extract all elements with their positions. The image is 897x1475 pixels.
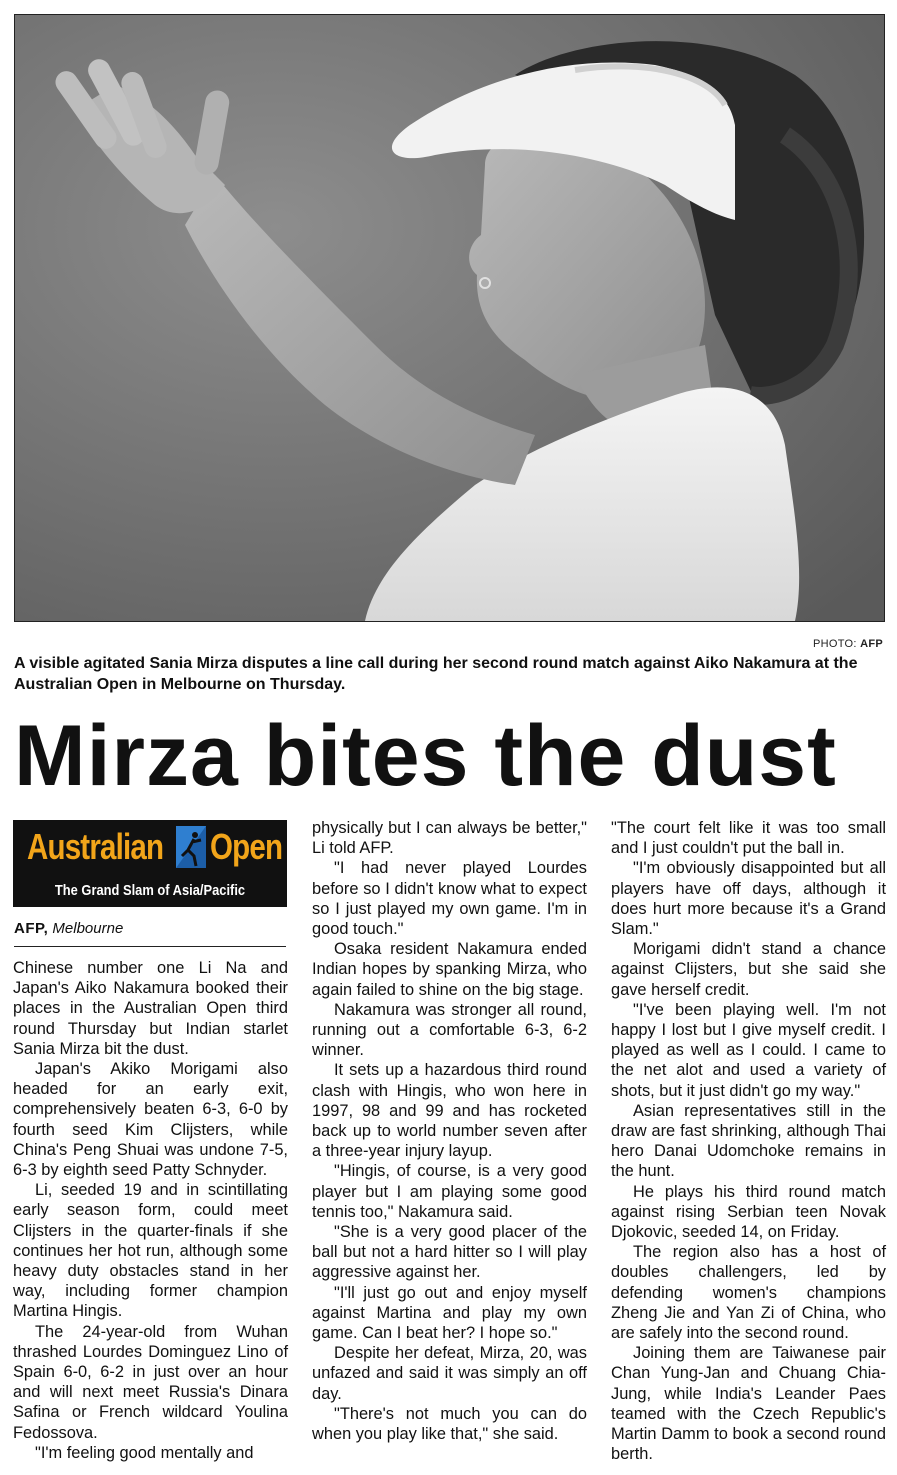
paragraph: "I've been playing well. I'm not happy I lost but I give myself credit. I played as well as I could. I came to the net alot and used a variety of shots, but it just didn't go my way." — [611, 1000, 886, 1100]
paragraph: It sets up a hazardous third round clash with Hingis, who won here in 1997, 98 and 99 and has rocketed back up to world number seven after a three-year injury layup. — [312, 1061, 587, 1161]
paragraph: Li, seeded 19 and in scintillating early season form, could meet Clijsters in the quarter-finals if she continues her hot run, although some heavy duty obstacles stand in her way, including former champion Martina Hingis. — [13, 1181, 288, 1321]
paragraph: "There's not much you can do when you play like that," she said. — [312, 1404, 587, 1444]
paragraph: "I had never played Lourdes before so I didn't know what to expect so I just played my own game. I'm in good touch." — [312, 859, 587, 939]
paragraph: Nakamura was stronger all round, running out a comfortable 6-3, 6-2 winner. — [312, 1000, 587, 1060]
article-column-1 — [13, 958, 288, 1463]
logo-word-australian: Australian — [27, 826, 164, 867]
paragraph: "I'm feeling good mentally and — [35, 1443, 254, 1462]
australian-open-logo — [13, 820, 287, 907]
paragraph: Despite her defeat, Mirza, 20, was unfazed and said it was simply an off day. — [312, 1344, 587, 1403]
article-column-2 — [312, 818, 587, 1444]
photo-credit — [813, 638, 883, 650]
paragraph: He plays his third round match against rising Serbian teen Novak Djokovic, seeded 14, on Friday. — [611, 1182, 886, 1242]
paragraph: "The court felt like it was too small and I just couldn't put the ball in. — [611, 819, 886, 858]
player-photo-illustration — [15, 15, 884, 621]
paragraph: Osaka resident Nakamura ended Indian hopes by spanking Mirza, who again failed to shine on the big stage. — [312, 940, 587, 999]
article-column-3 — [611, 818, 886, 1465]
paragraph: physically but I can always be better," Li told AFP. — [312, 819, 587, 858]
paragraph: Joining them are Taiwanese pair Chan Yung-Jan and Chuang Chia-Jung, while India's Leander Paes teamed with the Czech Republic's Martin Damm to book a second round berth. — [611, 1344, 886, 1464]
paragraph: Asian representatives still in the draw are fast shrinking, although Thai hero Danai Udomchoke remains in the hunt. — [611, 1101, 886, 1181]
byline-agency: AFP, — [14, 920, 49, 937]
logo-tagline: The Grand Slam of Asia/Pacific — [54, 882, 246, 899]
paragraph: Japan's Akiko Morigami also headed for an early exit, comprehensively beaten 6-3, 6-0 by fourth seed Kim Clijsters, while China's Peng Shuai was undone 7-5, 6-3 by eighth seed Patty Schnyder. — [13, 1060, 288, 1180]
paragraph: Chinese number one Li Na and Japan's Aiko Nakamura booked their places in the Australian Open third round Thursday but Indian starlet Sania Mirza bit the dust. — [13, 959, 288, 1058]
paragraph: "I'll just go out and enjoy myself against Martina and play my own game. Can I beat her? I hope so." — [312, 1283, 587, 1343]
paragraph: The region also has a host of doubles challengers, led by defending women's champions Zheng Jie and Yan Zi of China, who are safely into the second round. — [611, 1243, 886, 1343]
news-photo — [14, 14, 885, 622]
photo-caption: A visible agitated Sania Mirza disputes a line call during her second round match against Aiko Nakamura at the Australian Open in Melbourne on Thursday. — [14, 655, 858, 693]
paragraph: Morigami didn't stand a chance against Clijsters, but she said she gave herself credit. — [611, 940, 886, 999]
byline — [14, 920, 286, 947]
paragraph: "I'm obviously disappointed but all players have off days, although it does hurt more because it's a Grand Slam." — [611, 859, 886, 939]
logo-word-open: Open — [210, 826, 283, 867]
headline: Mirza bites the dust — [14, 708, 837, 804]
tennis-player-icon — [176, 826, 206, 868]
byline-place: Melbourne — [52, 920, 124, 937]
paragraph: "Hingis, of course, is a very good player but I am playing some good tennis too," Nakamura said. — [312, 1162, 587, 1221]
photo-credit-label: PHOTO: — [812, 638, 857, 650]
paragraph: "She is a very good placer of the ball but not a hard hitter so I will play aggressive against her. — [312, 1223, 587, 1282]
paragraph: The 24-year-old from Wuhan thrashed Lourdes Dominguez Lino of Spain 6-0, 6-2 in just over an hour and will next meet Russia's Dinara Safina or French wildcard Youlina Fedossova. — [13, 1322, 288, 1442]
photo-credit-source: AFP — [860, 638, 883, 650]
